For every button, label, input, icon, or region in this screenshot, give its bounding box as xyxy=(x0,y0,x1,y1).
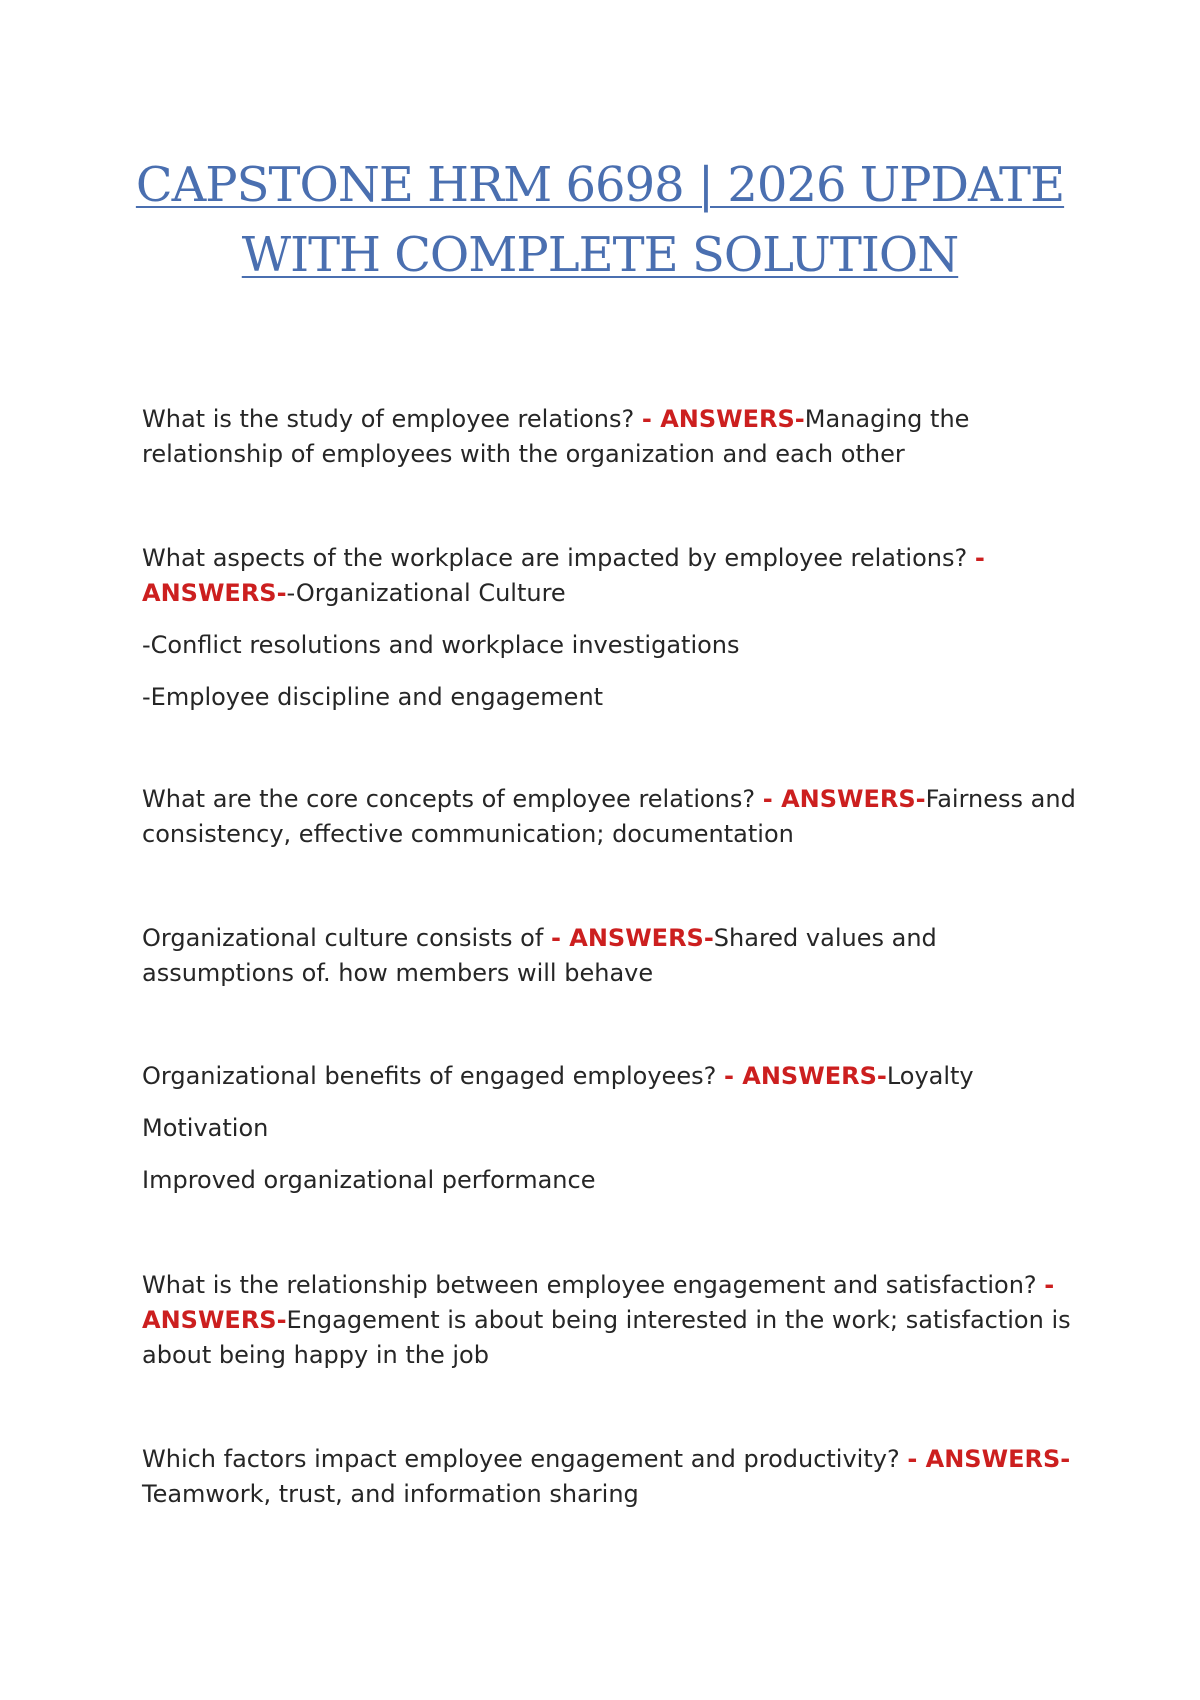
answer-extra-line: Improved organizational performance xyxy=(142,1166,596,1194)
answer-text: Fairness and consistency, effective communication; documentation xyxy=(142,785,1076,848)
qa-paragraph xyxy=(142,921,1082,991)
qa-item-3 xyxy=(142,782,1082,852)
answers-marker: - ANSWERS- xyxy=(142,1271,1055,1334)
answers-marker: - ANSWERS- xyxy=(907,1445,1071,1473)
answers-marker: - ANSWERS- xyxy=(762,785,926,813)
question-text: Which factors impact employee engagement and productivity? xyxy=(142,1445,908,1473)
qa-paragraph xyxy=(142,1268,1082,1373)
answer-text: Engagement is about being interested in the work; satisfaction is about being happy in the job xyxy=(142,1306,1071,1369)
question-text: What aspects of the workplace are impacted by employee relations? xyxy=(142,544,975,572)
qa-item-5 xyxy=(142,1059,1082,1198)
answers-marker: - ANSWERS- xyxy=(641,405,805,433)
qa-item-6 xyxy=(142,1268,1082,1373)
answer-extra-line: -Conflict resolutions and workplace investigations xyxy=(142,631,740,659)
question-text: What is the relationship between employee engagement and satisfaction? xyxy=(142,1271,1045,1299)
question-text: What are the core concepts of employee relations? xyxy=(142,785,763,813)
qa-item-2 xyxy=(142,541,1082,715)
answer-text: Loyalty xyxy=(886,1062,974,1090)
qa-paragraph xyxy=(142,541,1082,611)
title-line-1: CAPSTONE HRM 6698 | 2026 UPDATE xyxy=(135,157,1065,213)
answers-marker: - ANSWERS- xyxy=(142,544,985,607)
answer-extra-line: Motivation xyxy=(142,1114,269,1142)
qa-item-4 xyxy=(142,921,1082,991)
qa-paragraph xyxy=(142,1059,1082,1094)
answer-text: -Organizational Culture xyxy=(286,579,566,607)
answer-text: Shared values and assumptions of. how members will behave xyxy=(142,924,937,987)
qa-paragraph xyxy=(142,1442,1082,1512)
question-text: What is the study of employee relations? xyxy=(142,405,642,433)
title-line-2: WITH COMPLETE SOLUTION xyxy=(241,227,959,283)
answers-marker: - ANSWERS- xyxy=(550,924,714,952)
answer-extra-line: -Employee discipline and engagement xyxy=(142,683,604,711)
answer-text: Managing the relationship of employees with the organization and each other xyxy=(142,405,970,468)
qa-paragraph xyxy=(142,402,1082,472)
question-text: Organizational benefits of engaged employees? xyxy=(142,1062,724,1090)
question-text: Organizational culture consists of xyxy=(142,924,551,952)
document-title xyxy=(100,150,1100,290)
qa-item-1 xyxy=(142,402,1082,472)
answer-text: Teamwork, trust, and information sharing xyxy=(142,1480,639,1508)
qa-paragraph xyxy=(142,782,1082,852)
answers-marker: - ANSWERS- xyxy=(723,1062,887,1090)
qa-item-7 xyxy=(142,1442,1082,1512)
